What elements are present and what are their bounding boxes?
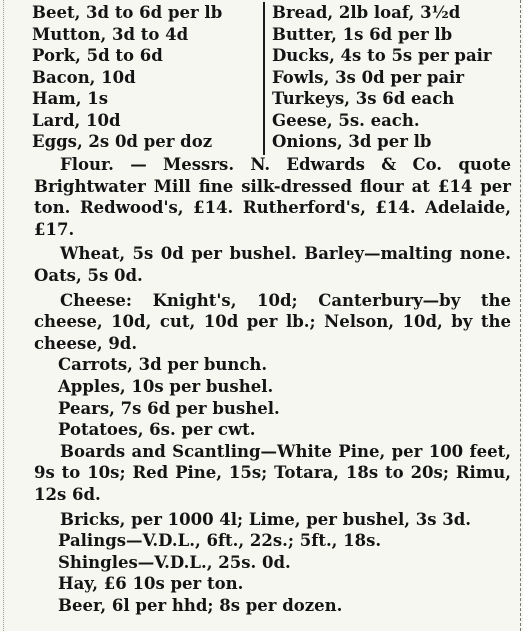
price-item-left: Beet, 3d to 6d per lb — [32, 3, 223, 22]
palings-note: Palings—V.D.L., 6ft., 22s.; 5ft., 18s. — [58, 531, 382, 551]
price-row — [0, 45, 523, 67]
boards-note: Boards and Scantling—White Pine, per 100 feet, 9s to 10s; Red Pine, 15s; Totara, 18s to 20s; Rimu, 12s 6d. — [34, 441, 511, 504]
price-item-left: Eggs, 2s 0d per doz — [32, 132, 213, 151]
price-row — [0, 88, 523, 110]
price-item-right: Butter, 1s 6d per lb — [272, 24, 453, 44]
beer-note: Beer, 6l per hhd; 8s per dozen. — [58, 595, 343, 615]
price-row — [0, 67, 523, 89]
price-item-right: Ducks, 4s to 5s per pair — [272, 46, 492, 65]
shingles-note: Shingles—V.D.L., 25s. 0d. — [58, 552, 291, 572]
carrots-note: Carrots, 3d per bunch. — [58, 355, 268, 375]
price-item-right: Onions, 3d per lb — [272, 132, 432, 151]
price-item-right: Fowls, 3s 0d per pair — [272, 67, 465, 87]
price-row — [0, 131, 523, 153]
market-notes — [0, 154, 523, 616]
cheese-note: Cheese: Knight's, 10d; Canterbury—by the cheese, 10d, cut, 10d per lb.; Nelson, 10d, by the cheese, 9d. — [34, 290, 511, 353]
price-item-right: Geese, 5s. each. — [272, 110, 420, 130]
price-item-left: Bacon, 10d — [32, 67, 136, 87]
price-row — [0, 110, 523, 132]
price-list — [0, 2, 523, 153]
price-item-left: Mutton, 3d to 4d — [32, 24, 189, 44]
potatoes-note: Potatoes, 6s. per cwt. — [58, 420, 256, 440]
price-row — [0, 24, 523, 46]
bricks-note: Bricks, per 1000 4l; Lime, per bushel, 3s 3d. — [60, 509, 472, 529]
price-item-right: Bread, 2lb loaf, 3½d — [272, 3, 461, 22]
price-item-left: Lard, 10d — [32, 110, 121, 130]
price-row — [0, 2, 523, 24]
price-item-left: Pork, 5d to 6d — [32, 46, 163, 65]
apples-note: Apples, 10s per bushel. — [58, 376, 274, 396]
price-item-right: Turkeys, 3s 6d each — [272, 89, 455, 108]
pears-note: Pears, 7s 6d per bushel. — [58, 398, 280, 418]
wheat-note: Wheat, 5s 0d per bushel. Barley—malting none. Oats, 5s 0d. — [34, 244, 511, 285]
price-item-left: Ham, 1s — [32, 89, 108, 108]
hay-note: Hay, £6 10s per ton. — [58, 574, 244, 594]
flour-note: Flour. — Messrs. N. Edwards & Co. quote Brightwater Mill fine silk-dressed flour at £14 per ton. Redwood's, £14. Rutherford's, £14. Adelaide, £17. — [34, 155, 511, 239]
